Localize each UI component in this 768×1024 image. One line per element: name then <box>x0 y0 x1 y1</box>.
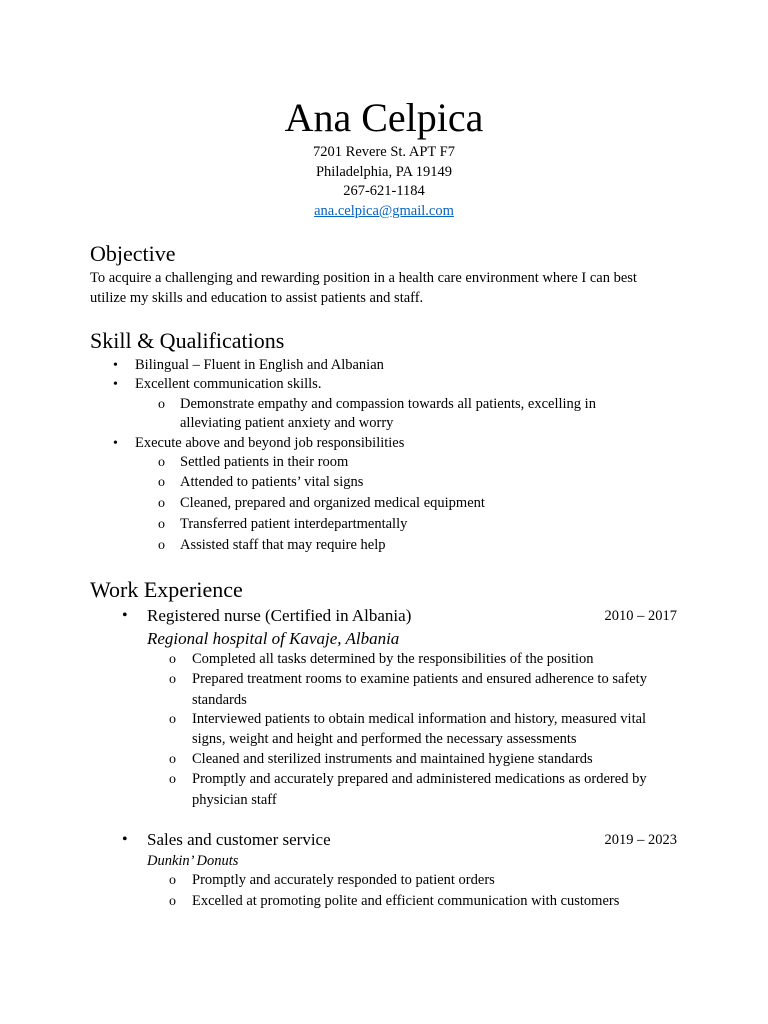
address-line-2: Philadelphia, PA 19149 <box>315 163 452 180</box>
skill-item: Excellent communication skills. <box>135 376 322 392</box>
skill-subitem: Cleaned, prepared and organized medical equipment <box>180 495 485 511</box>
job-duty: Completed all tasks determined by the responsibilities of the position <box>192 650 594 667</box>
job-employer: Dunkin’ Donuts <box>147 853 239 869</box>
skill-subitem: Assisted staff that may require help <box>180 536 386 553</box>
job-duty-continued: standards <box>192 691 247 708</box>
bullet-circle-icon: o <box>169 672 176 687</box>
contact-block <box>0 143 768 221</box>
bullet-circle-icon: o <box>158 475 165 490</box>
job-duty: Interviewed patients to obtain medical information and history, measured vital <box>192 710 647 727</box>
job-duty: Promptly and accurately responded to patient orders <box>192 872 495 888</box>
email-link[interactable]: ana.celpica@gmail.com <box>314 202 454 219</box>
job-duty: Excelled at promoting polite and efficient communication with customers <box>192 892 620 909</box>
bullet-dot-icon: • <box>122 831 128 848</box>
job-duty-continued: signs, weight and height and performed the necessary assessments <box>192 731 577 747</box>
bullet-circle-icon: o <box>158 537 165 553</box>
phone-number: 267-621-1184 <box>343 183 425 199</box>
skill-subitem: Transferred patient interdepartmentally <box>180 516 408 532</box>
bullet-dot-icon: • <box>113 357 118 373</box>
skill-item: Execute above and beyond job responsibilities <box>135 434 405 451</box>
objective-heading: Objective <box>90 241 176 266</box>
bullet-circle-icon: o <box>169 711 176 727</box>
bullet-dot-icon: • <box>113 377 118 392</box>
bullet-dot-icon: • <box>113 435 118 451</box>
skill-subitem: Attended to patients’ vital signs <box>180 474 364 490</box>
bullet-circle-icon: o <box>169 751 176 767</box>
job-duty-continued: physician staff <box>192 792 277 808</box>
job-duty: Promptly and accurately prepared and administered medications as ordered by <box>192 771 647 787</box>
job-employer: Regional hospital of Kavaje, Albania <box>147 629 400 648</box>
skills-heading: Skill & Qualifications <box>90 328 285 353</box>
bullet-circle-icon: o <box>158 517 165 532</box>
bullet-circle-icon: o <box>169 893 176 909</box>
bullet-circle-icon: o <box>169 772 176 787</box>
bullet-circle-icon: o <box>169 873 176 888</box>
job-duty: Prepared treatment rooms to examine patients and ensured adherence to safety <box>192 671 647 687</box>
bullet-circle-icon: o <box>158 496 165 511</box>
job-title: Registered nurse (Certified in Albania) <box>147 606 412 625</box>
bullet-circle-icon: o <box>158 455 165 470</box>
work-heading: Work Experience <box>90 577 243 602</box>
job-duty: Cleaned and sterilized instruments and maintained hygiene standards <box>192 750 593 767</box>
skill-subitem: Demonstrate empathy and compassion towards all patients, excelling in <box>180 395 596 412</box>
address-line-1: 7201 Revere St. APT F7 <box>313 144 455 160</box>
skill-subitem-continued: alleviating patient anxiety and worry <box>180 415 394 431</box>
job-dates: 2010 – 2017 <box>604 608 677 624</box>
skill-subitem: Settled patients in their room <box>180 454 349 470</box>
objective-line-2: utilize my skills and education to assist patients and staff. <box>90 289 424 306</box>
bullet-circle-icon: o <box>158 396 165 412</box>
bullet-dot-icon: • <box>122 607 128 624</box>
bullet-circle-icon: o <box>169 651 176 667</box>
skill-item: Bilingual – Fluent in English and Albanian <box>135 356 384 373</box>
resume-name: Ana Celpica <box>284 95 484 140</box>
job-title: Sales and customer service <box>147 830 331 849</box>
objective-line-1: To acquire a challenging and rewarding position in a health care environment where I can best <box>90 270 637 286</box>
job-dates: 2019 – 2023 <box>604 832 677 848</box>
